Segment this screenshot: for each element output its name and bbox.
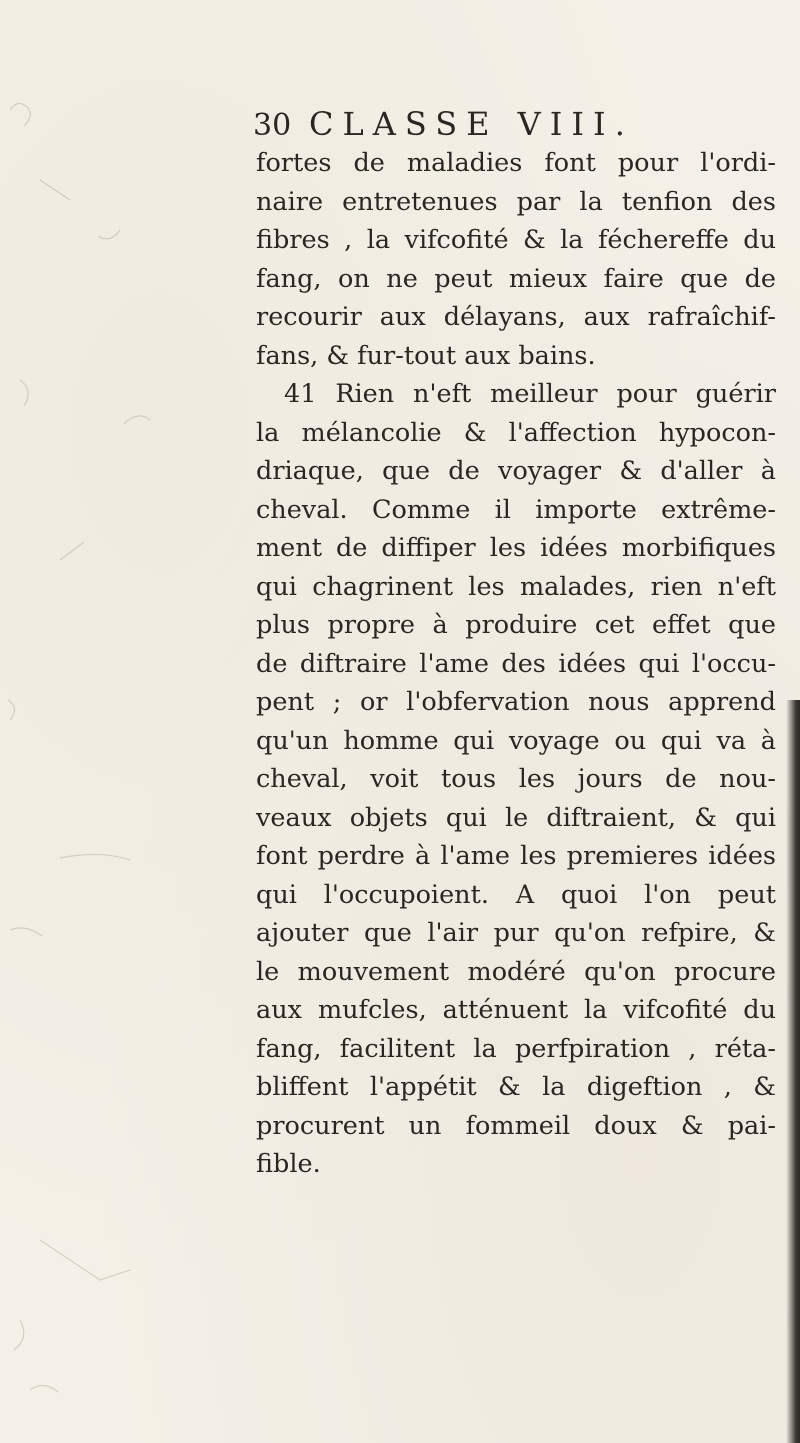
text-line: recourir aux délayans, aux rafraîchif-	[256, 302, 776, 332]
text-line: qu'un homme qui voyage ou qui va à	[256, 725, 776, 756]
text-line: cheval, voit tous les jours de nou-	[256, 764, 776, 794]
text-line: font perdre à l'ame les premieres idées	[256, 841, 776, 871]
text-line: qui l'occupoient. A quoi l'on peut	[256, 879, 776, 910]
running-head: CLASSE VIII.	[309, 105, 634, 143]
text-line: qui chagrinent les malades, rien n'eft	[256, 571, 776, 602]
text-line: plus propre à produire cet effet que	[256, 610, 776, 640]
text-line: naire entretenues par la tenfion des	[256, 186, 776, 217]
text-line: cheval. Comme il importe extrême-	[256, 494, 776, 525]
page-number: 30	[253, 108, 292, 143]
body-text	[256, 144, 776, 1184]
bleed-through-marks	[0, 0, 200, 1443]
text-line: driaque, que de voyager & d'aller à	[256, 456, 776, 486]
text-line: fang, on ne peut mieux faire que de	[256, 263, 776, 294]
text-line: ajouter que l'air pur qu'on refpire, &	[256, 918, 776, 948]
text-line: la mélancolie & l'affection hypocon-	[256, 417, 776, 448]
paragraph-41-start: 41 Rien n'eft meilleur pour guérir	[284, 379, 776, 409]
text-line: fans, & fur-tout aux bains.	[256, 340, 596, 371]
text-line: pent ; or l'obfervation nous apprend	[256, 687, 776, 717]
text-line: fible.	[256, 1149, 321, 1179]
text-line: fibres , la vifcofité & la féchereffe du	[256, 225, 776, 255]
text-line: veaux objets qui le diftraient, & qui	[256, 802, 776, 833]
text-line: bliffent l'appétit & la digeftion , &	[256, 1072, 776, 1102]
text-line: de diftraire l'ame des idées qui l'occu-	[256, 648, 776, 679]
text-line: ment de diffiper les idées morbifiques	[256, 533, 776, 563]
text-line: procurent un fommeil doux & pai-	[256, 1110, 776, 1141]
page-binding-edge	[786, 700, 800, 1443]
text-line: fortes de maladies font pour l'ordi-	[256, 148, 776, 178]
text-line: aux mufcles, atténuent la vifcofité du	[256, 995, 776, 1025]
text-line: le mouvement modéré qu'on procure	[256, 956, 776, 987]
page-header	[253, 100, 673, 148]
text-line: fang, facilitent la perfpiration , réta-	[256, 1033, 776, 1064]
